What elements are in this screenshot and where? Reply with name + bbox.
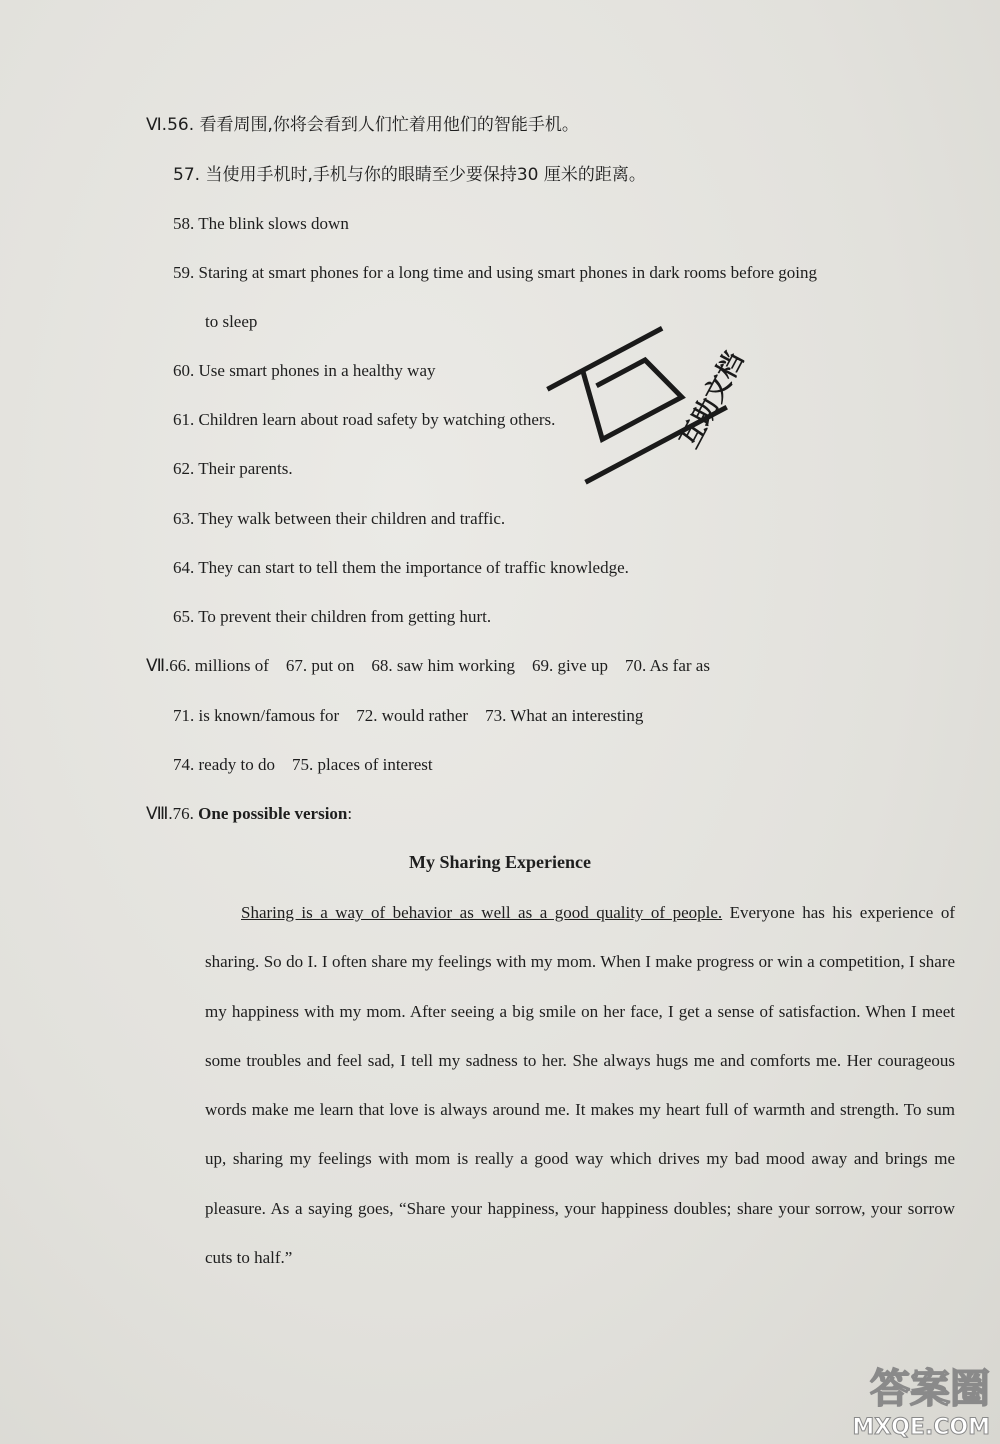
one-possible-version-label: One possible version xyxy=(198,804,348,823)
mxqe-watermark-logo xyxy=(800,1344,1000,1444)
answer-60: 60. Use smart phones in a healthy way xyxy=(173,361,436,380)
essay-title: My Sharing Experience xyxy=(409,852,591,872)
answer-71-73: 71. is known/famous for 72. would rather 73. What an interesting xyxy=(173,706,644,725)
answer-65: 65. To prevent their children from getting hurt. xyxy=(173,607,492,626)
watermark-chars: 答案圈 xyxy=(870,1366,990,1412)
answer-61: 61. Children learn about road safety by watching others. xyxy=(173,410,556,429)
answer-58: 58. The blink slows down xyxy=(173,214,349,233)
answer-59-line2: to sleep xyxy=(205,312,258,331)
answer-76-heading xyxy=(146,803,352,825)
stamp-text: 互助文档 xyxy=(674,347,751,454)
answer-64: 64. They can start to tell them the importance of traffic knowledge. xyxy=(173,558,629,577)
answer-66-70: Ⅶ.66. millions of 67. put on 68. saw him working 69. give up 70. As far as xyxy=(146,656,710,675)
watermark-url: MXQE.COM xyxy=(852,1415,990,1440)
answer-62: 62. Their parents. xyxy=(173,459,293,478)
section-8-label: Ⅷ.76. xyxy=(146,804,199,823)
answer-63: 63. They walk between their children and traffic. xyxy=(173,509,506,528)
colon: : xyxy=(347,804,353,823)
hu-zhu-wen-dang-stamp xyxy=(545,300,765,500)
essay-body: Everyone has his experience of sharing. So do I. I often share my feelings with my mom. When I make progress or win a competition, I share my happiness with my mom. After seeing a big smile on her face, I get a sense of satisfaction. When I meet some troubles and feel sad, I tell my sadness to her. She always hugs me and comforts me. Her courageous words make me learn that love is always around me. It makes my heart full of warmth and strength. To sum up, sharing my feelings with mom is really a good way which drives my bad mood away and brings me pleasure. As a saying goes, “Share your happiness, your happiness doubles; share your sorrow, your sorrow cuts to half.” xyxy=(205,903,955,1268)
essay-topic-sentence: Sharing is a way of behavior as well as a good quality of people. xyxy=(241,903,723,922)
answer-59-line1: 59. Staring at smart phones for a long time and using smart phones in dark rooms before going xyxy=(173,263,817,282)
answer-74-75: 74. ready to do 75. places of interest xyxy=(173,755,433,774)
answer-57: 57. 当使用手机时,手机与你的眼睛至少要保持30 厘米的距离。 xyxy=(173,165,646,185)
essay-paragraph xyxy=(205,888,955,1282)
answer-56: Ⅵ.56. 看看周围,你将会看到人们忙着用他们的智能手机。 xyxy=(146,115,579,135)
